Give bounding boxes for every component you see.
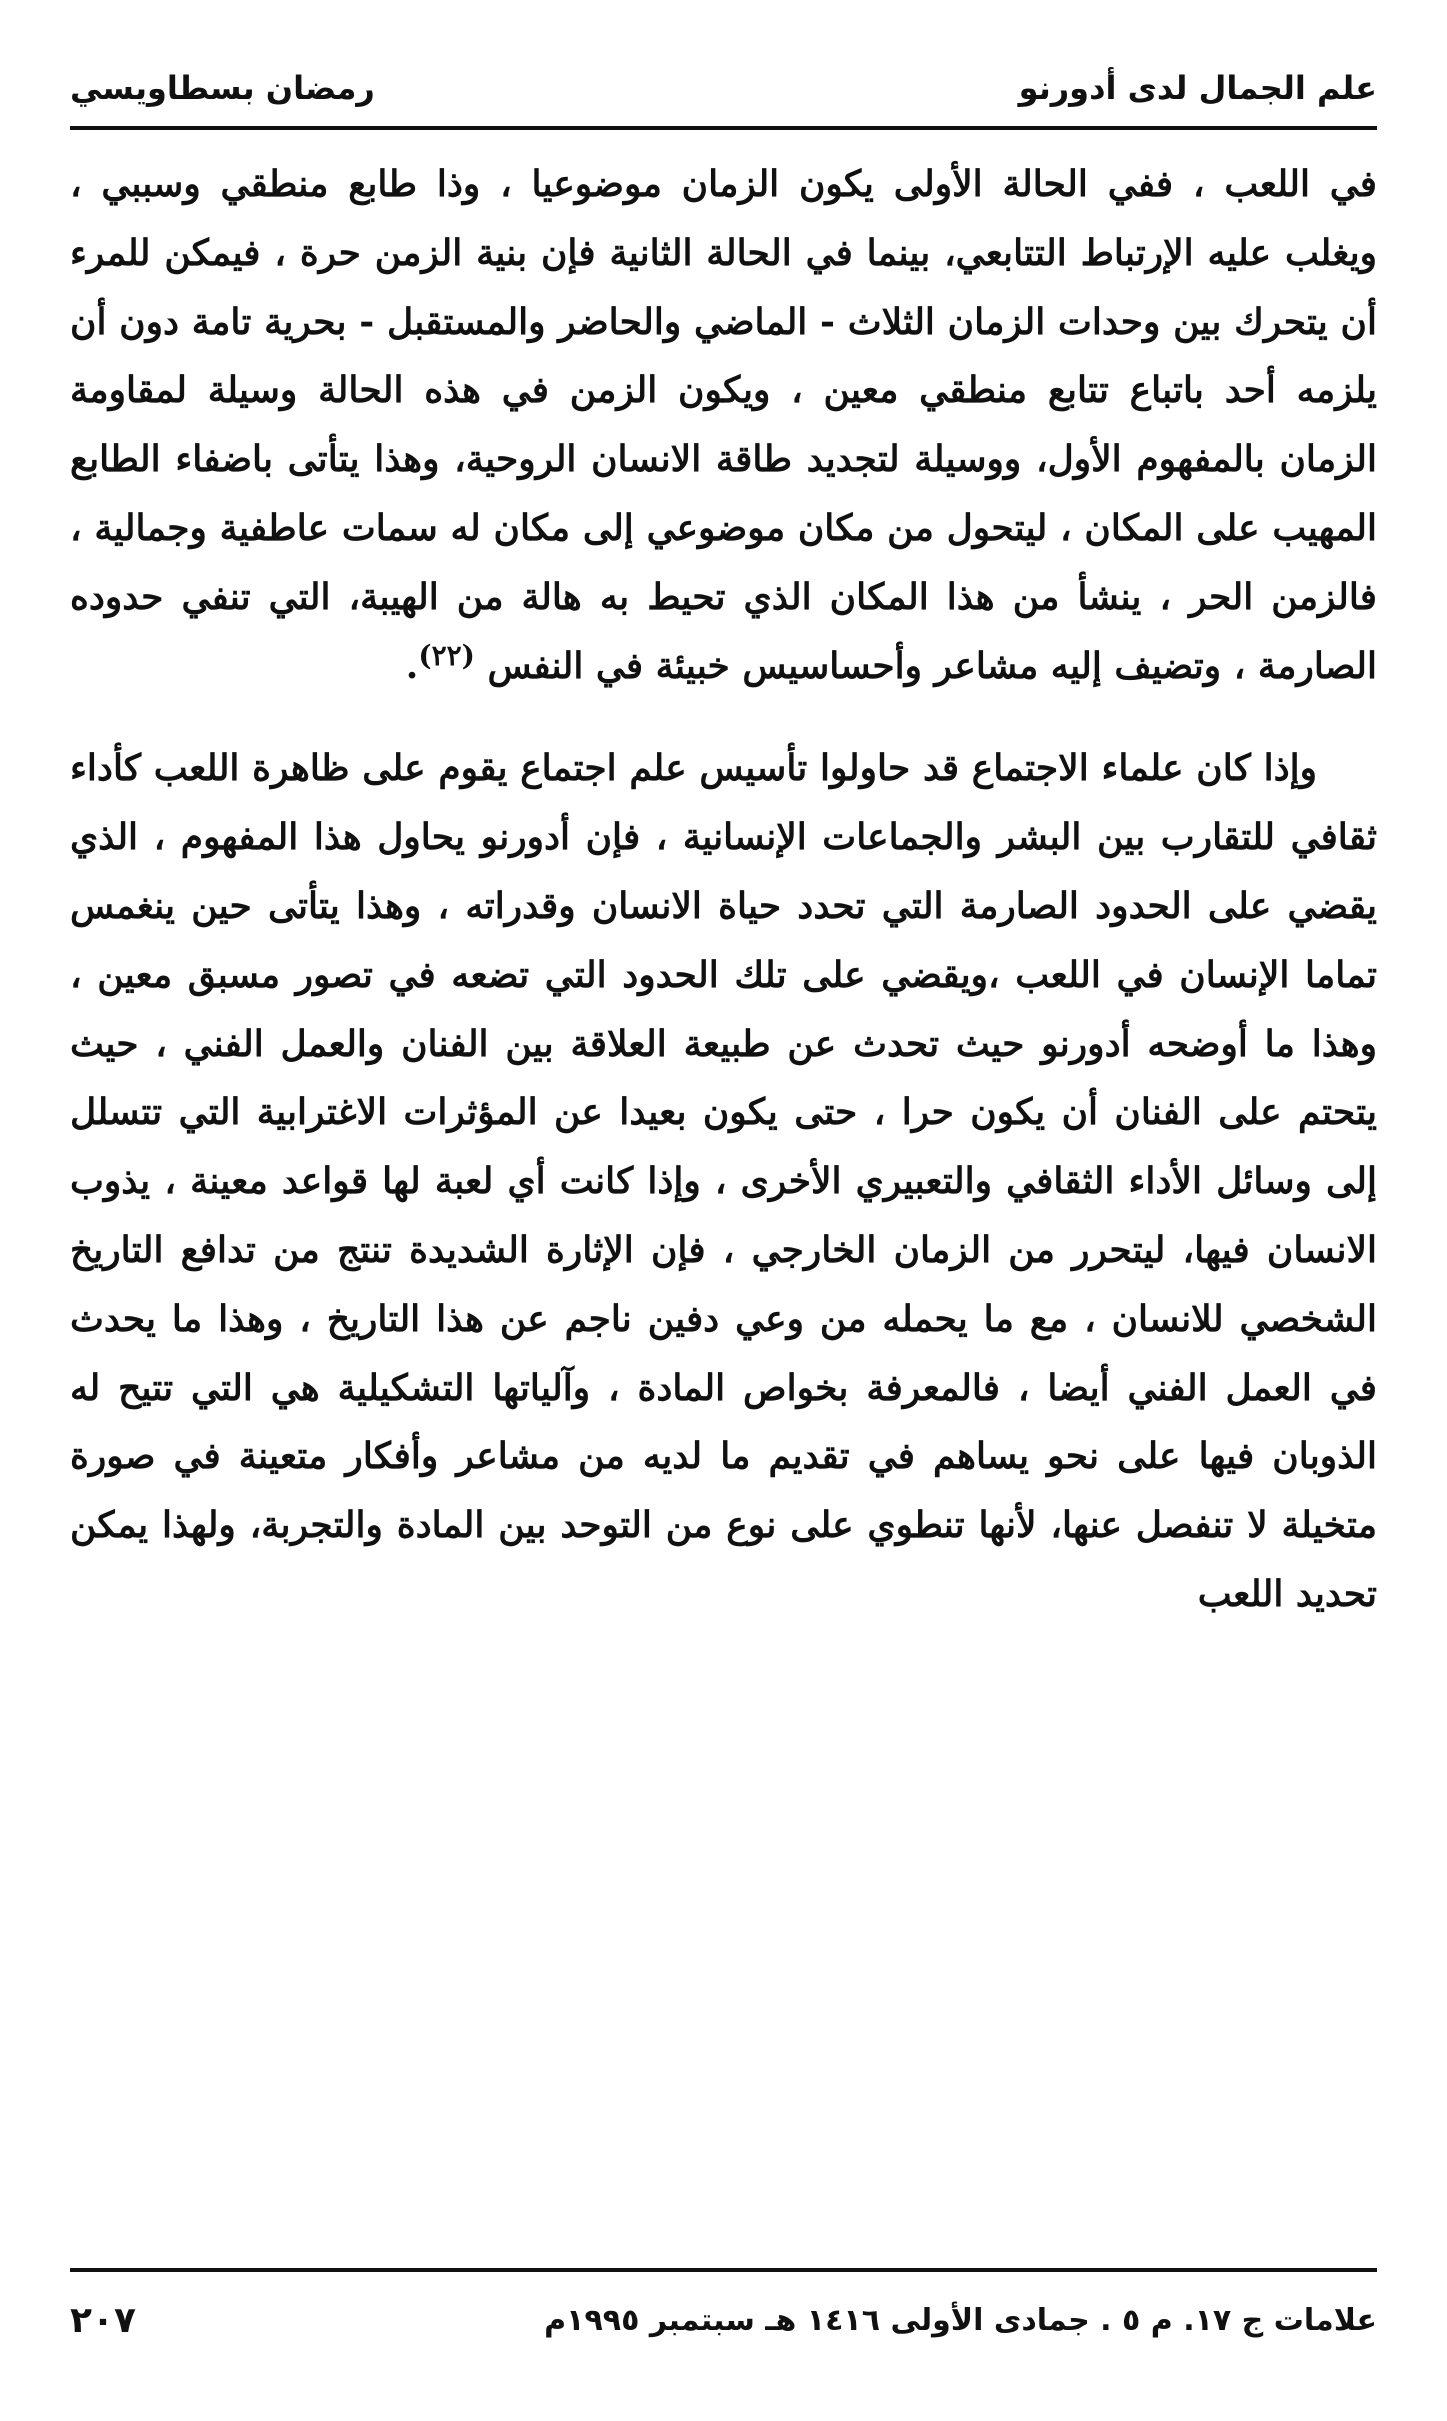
footnote-reference: (٢٢) xyxy=(418,638,475,672)
paragraph-1-end: . xyxy=(405,644,419,687)
header-author: رمضان بسطاويسي xyxy=(70,69,375,107)
header-divider xyxy=(70,126,1377,130)
paragraph-2 xyxy=(70,734,1377,1628)
running-footer xyxy=(70,2290,1377,2350)
footer-divider xyxy=(70,2268,1377,2272)
header-title: علم الجمال لدى أدورنو xyxy=(1018,69,1377,107)
page-number: ٢٠٧ xyxy=(70,2299,136,2341)
paragraph-1 xyxy=(70,150,1377,700)
running-header xyxy=(70,58,1377,118)
body-text xyxy=(70,150,1377,1629)
paragraph-1-text: في اللعب ، ففي الحالة الأولى يكون الزمان موضوعيا ، وذا طابع منطقي وسببي ، ويغلب عليه الإرتباط التتابعي، بينما في الحالة الثانية فإن بنية الزمن حرة ، فيمكن للمرء أن يتحرك بين وحدات الزمان الثلاث - الماضي والحاضر والمستقبل - بحرية تامة دون أن يلزمه أحد باتباع تتابع منطقي معين ، ويكون الزمن في هذه الحالة وسيلة لمقاومة الزمان بالمفهوم الأول، ووسيلة لتجديد طاقة الانسان الروحية، وهذا يتأتى باضفاء الطابع المهيب على المكان ، ليتحول من مكان موضوعي إلى مكان له سمات عاطفية وجمالية ، فالزمن الحر ، ينشأ من هذا المكان الذي تحيط به هالة من الهيبة، التي تنفي حدوده الصارمة ، وتضيف إليه مشاعر وأحساسيس خبيئة في النفس xyxy=(70,163,1377,687)
footer-citation: علامات ج ١٧. م ٥ . جمادى الأولى ١٤١٦ هـ سبتمبر ١٩٩٥م xyxy=(544,2302,1377,2338)
paragraph-2-text: وإذا كان علماء الاجتماع قد حاولوا تأسيس علم اجتماع يقوم على ظاهرة اللعب كأداء ثقافي للتقارب بين البشر والجماعات الإنسانية ، فإن أدورنو يحاول هذا المفهوم ، الذي يقضي على الحدود الصارمة التي تحدد حياة الانسان وقدراته ، وهذا يتأتى حين ينغمس تماما الإنسان في اللعب ،ويقضي على تلك الحدود التي تضعه في تصور مسبق معين ، وهذا ما أوضحه أدورنو حيث تحدث عن طبيعة العلاقة بين الفنان والعمل الفني ، حيث يتحتم على الفنان أن يكون حرا ، حتى يكون بعيدا عن المؤثرات الاغترابية التي تتسلل إلى وسائل الأداء الثقافي والتعبيري الأخرى ، وإذا كانت أي لعبة لها قواعد معينة ، يذوب الانسان فيها، ليتحرر من الزمان الخارجي ، فإن الإثارة الشديدة تنتج من تدافع التاريخ الشخصي للانسان ، مع ما يحمله من وعي دفين ناجم عن هذا التاريخ ، وهذا ما يحدث في العمل الفني أيضا ، فالمعرفة بخواص المادة ، وآلياتها التشكيلية هي التي تتيح له الذوبان فيها على نحو يساهم في تقديم ما لديه من مشاعر وأفكار متعينة في صورة متخيلة لا تنفصل عنها، لأنها تنطوي على نوع من التوحد بين المادة والتجربة، ولهذا يمكن تحديد اللعب xyxy=(70,747,1377,1615)
